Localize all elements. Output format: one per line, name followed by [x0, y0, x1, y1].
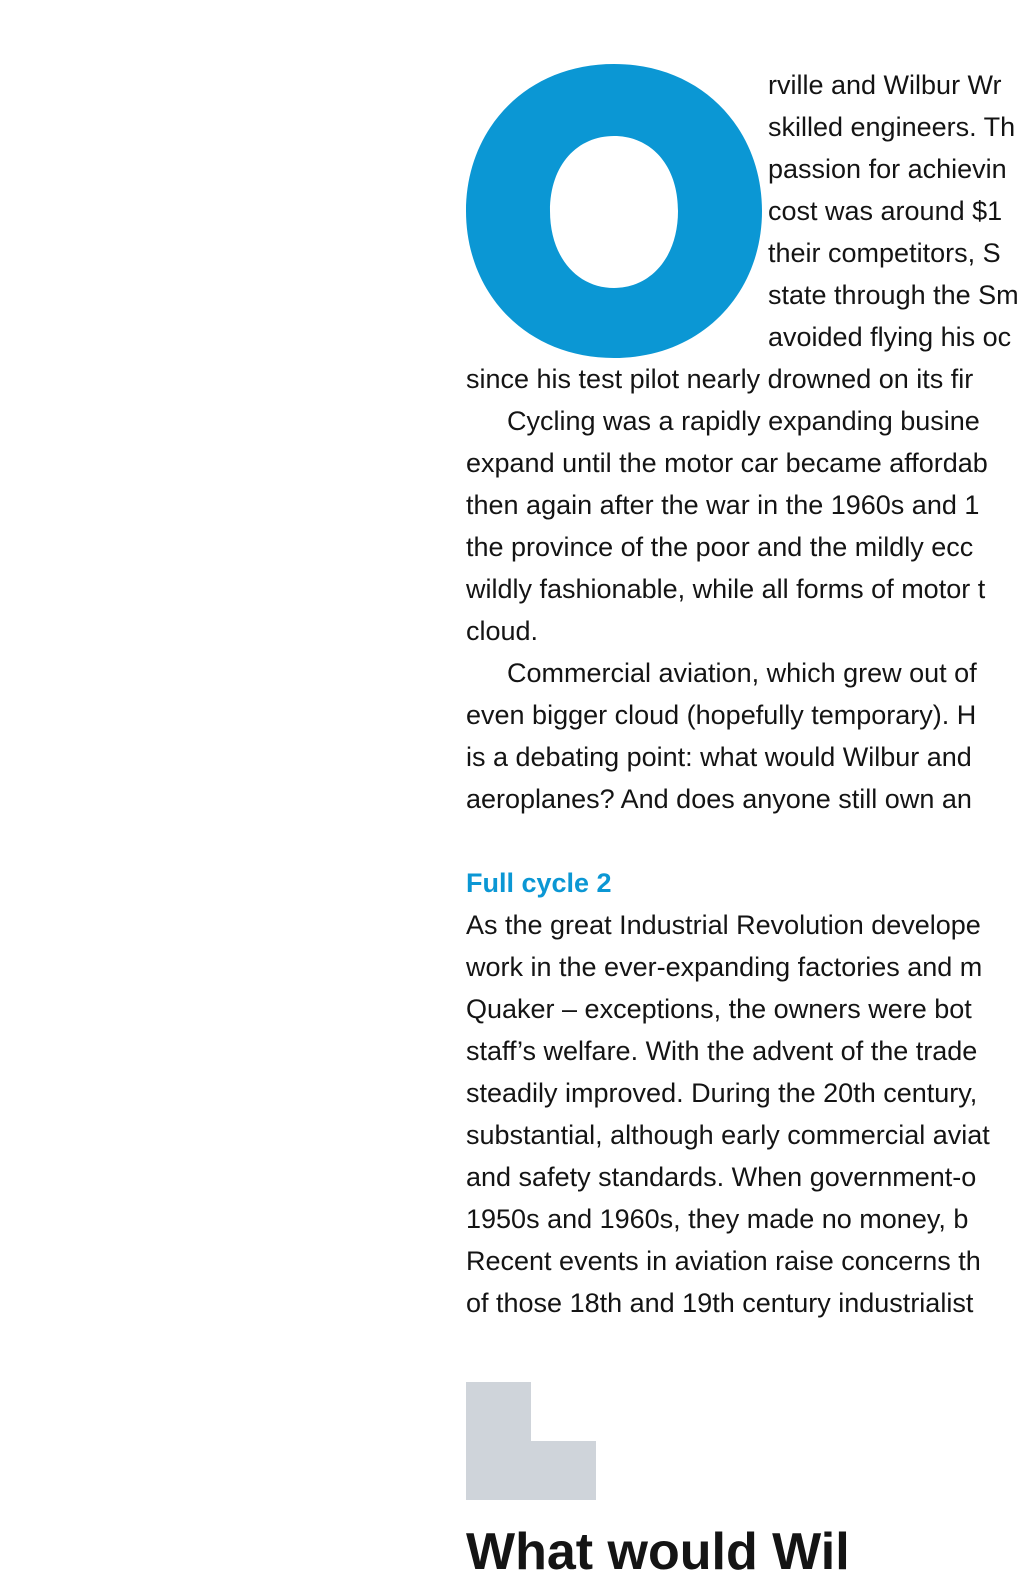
text-line: rville and Wilbur Wr [768, 70, 1002, 100]
text-line: cost was around $1 [768, 196, 1003, 226]
text-line: the province of the poor and the mildly ecc [466, 532, 974, 562]
paragraph-commercial-aviation [466, 652, 1024, 820]
text-line: substantial, although early commercial aviat [466, 1120, 990, 1150]
text-line: their competitors, S [768, 238, 1001, 268]
article-column [466, 64, 1024, 1324]
text-line: As the great Industrial Revolution develope [466, 910, 981, 940]
text-line: skilled engineers. Th [768, 112, 1016, 142]
text-line: expand until the motor car became affordab [466, 448, 988, 478]
text-line: avoided flying his oc [768, 322, 1012, 352]
text-line: steadily improved. During the 20th century, [466, 1078, 978, 1108]
text-line: then again after the war in the 1960s and 1 [466, 490, 980, 520]
text-line: wildly fashionable, while all forms of motor t [466, 574, 986, 604]
text-line: Quaker – exceptions, the owners were bot [466, 994, 972, 1024]
text-line: is a debating point: what would Wilbur and [466, 742, 972, 772]
text-line: staff’s welfare. With the advent of the trade [466, 1036, 978, 1066]
text-line: Commercial aviation, which grew out of [507, 658, 977, 688]
section-subheading: Full cycle 2 [466, 868, 612, 898]
text-line: state through the Sm [768, 280, 1019, 310]
text-line: cloud. [466, 616, 539, 646]
text-line: and safety standards. When government-o [466, 1162, 977, 1192]
text-line: work in the ever-expanding factories and m [466, 952, 983, 982]
decorative-l-shape [466, 1382, 596, 1500]
text-line: 1950s and 1960s, they made no money, b [466, 1204, 969, 1234]
text-line: Recent events in aviation raise concerns th [466, 1246, 981, 1276]
next-section-heading: What would Wil [466, 1523, 850, 1581]
paragraph-cycling [466, 400, 1024, 652]
text-line: even bigger cloud (hopefully temporary). H [466, 700, 977, 730]
paragraph-spacer [466, 820, 1024, 862]
text-line: Cycling was a rapidly expanding busine [507, 406, 980, 436]
text-line: passion for achievin [768, 154, 1007, 184]
drop-cap-o [466, 64, 762, 358]
text-line: since his test pilot nearly drowned on its fir [466, 364, 974, 394]
paragraph-industrial-revolution [466, 904, 1024, 1324]
text-line: of those 18th and 19th century industrialist [466, 1288, 974, 1318]
text-line: aeroplanes? And does anyone still own an [466, 784, 972, 814]
